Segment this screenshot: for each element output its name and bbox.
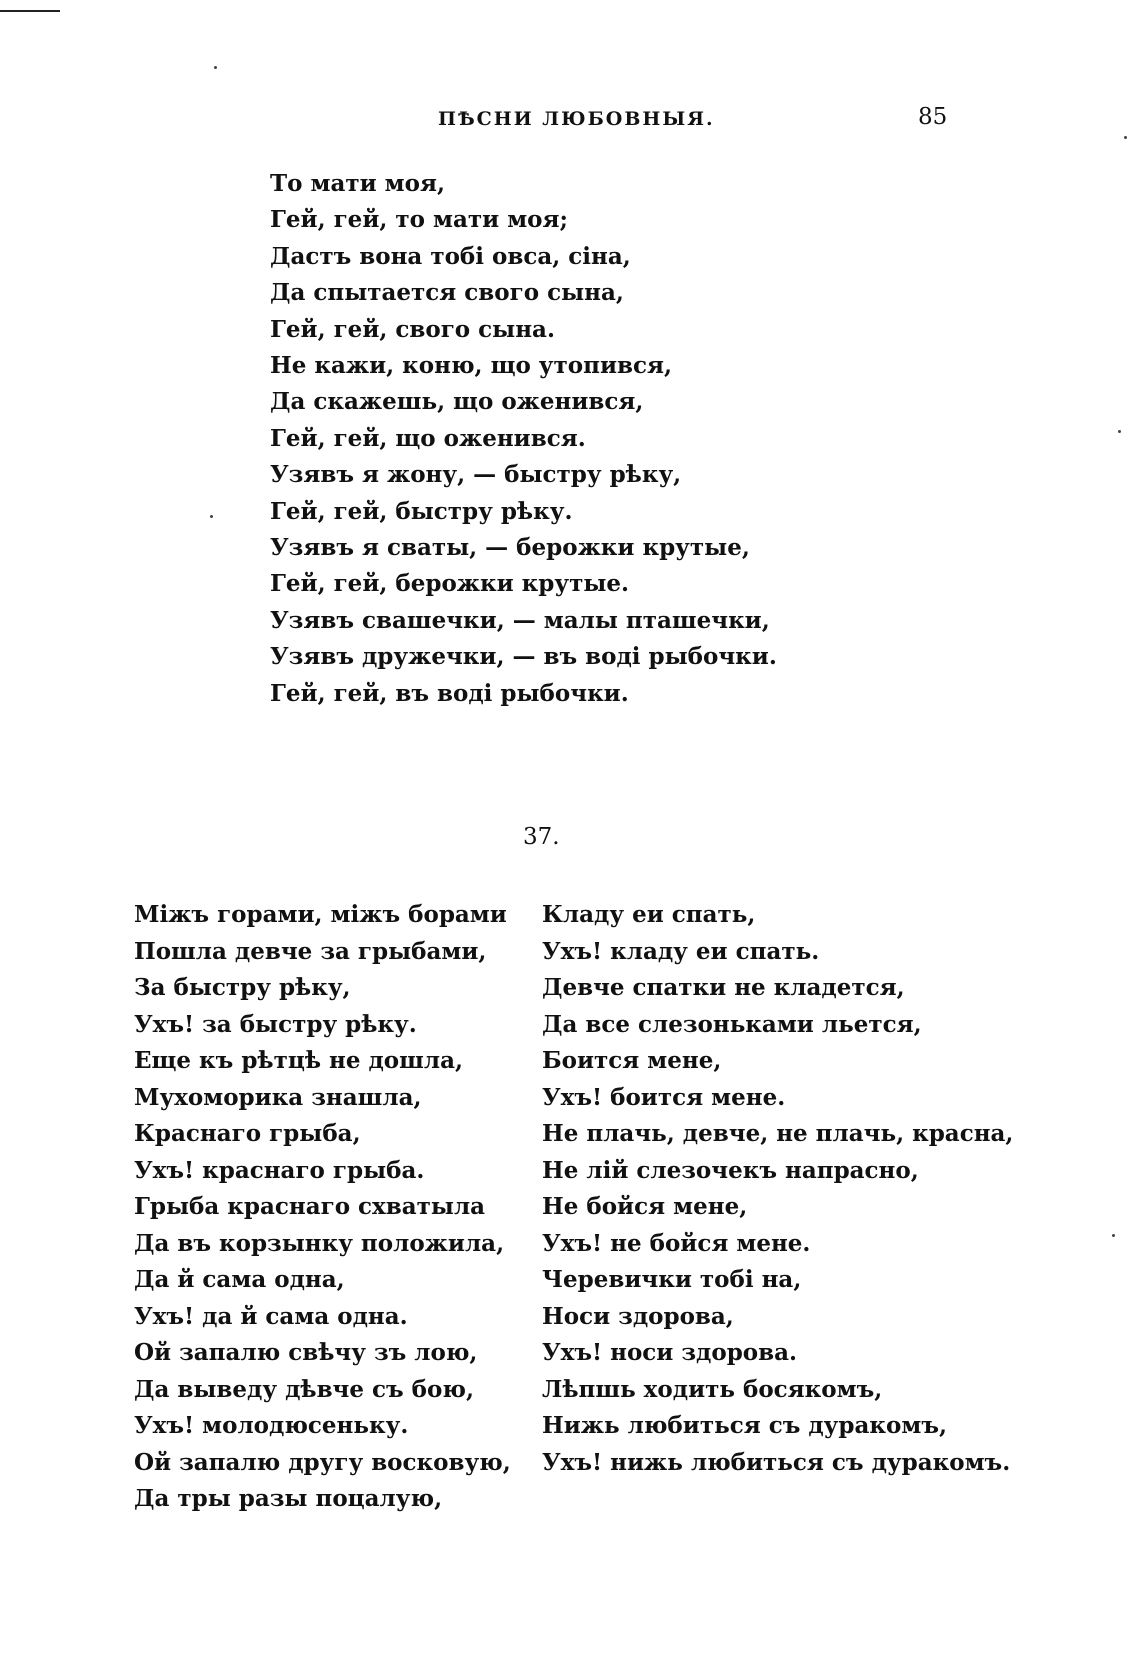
verse-line: Ухъ! боится мене. (542, 1083, 786, 1111)
poem-continuation (270, 166, 777, 712)
verse-line: Лѣпшь ходить босякомъ, (542, 1375, 883, 1403)
verse-line: Узявъ дружечки, — въ воді рыбочки. (270, 643, 777, 671)
verse-line: Ухъ! не бойся мене. (542, 1229, 811, 1257)
verse-line: То мати моя, (270, 170, 445, 197)
verse-line: Да все слезоньками льется, (542, 1010, 922, 1038)
verse-line: Гей, гей, быстру рѣку. (270, 497, 573, 525)
verse-line: За быстру рѣку, (134, 974, 351, 1001)
verse-line: Нижь любиться съ дуракомъ, (542, 1412, 947, 1439)
verse-line: Девче спатки не кладется, (542, 974, 905, 1001)
verse-line: Ой запалю свѣчу зъ лою, (134, 1339, 478, 1366)
verse-line: Не кажи, коню, що утопився, (270, 352, 672, 380)
verse-line: Узявъ я жону, — быстру рѣку, (270, 461, 682, 489)
verse-line: Не плачь, девче, не плачь, красна, (542, 1120, 1014, 1147)
verse-line: Да выведу дѣвче съ бою, (134, 1375, 474, 1403)
verse-line: Да тры разы поцалую, (134, 1485, 443, 1512)
poem-number: 37. (523, 824, 560, 850)
poem-37-right-column (542, 897, 1013, 1481)
paper-speck (1118, 430, 1121, 433)
verse-line: Ухъ! за быстру рѣку. (134, 1010, 417, 1038)
running-head: ПѢСНИ ЛЮБОВНЫЯ. (438, 108, 715, 130)
verse-line: Краснаго грыба, (134, 1120, 361, 1147)
paper-speck (1124, 136, 1127, 139)
verse-line: Гей, гей, берожки крутые. (270, 570, 630, 598)
verse-line: Черевички тобі на, (542, 1266, 802, 1293)
verse-line: Гей, гей, то мати моя; (270, 206, 568, 234)
paper-speck (210, 515, 213, 518)
verse-line: Ухъ! да й сама одна. (134, 1302, 408, 1330)
verse-line: Носи здорова, (542, 1302, 734, 1330)
verse-line: Грыба краснаго схватыла (134, 1193, 486, 1220)
page-edge-rule (0, 10, 60, 12)
verse-line: Узявъ я сваты, — берожки крутые, (270, 534, 750, 562)
verse-line: Боится мене, (542, 1047, 722, 1074)
verse-line: Ухъ! носи здорова. (542, 1339, 798, 1366)
page-number: 85 (918, 104, 948, 130)
verse-line: Ухъ! краснаго грыба. (134, 1156, 425, 1184)
verse-line: Дастъ вона тобі овса, сіна, (270, 242, 631, 270)
verse-line: Да въ корзынку положила, (134, 1229, 505, 1257)
poem-37-left-column (134, 897, 511, 1518)
verse-line: Мухоморика знашла, (134, 1083, 422, 1111)
verse-line: Пошла девче за грыбами, (134, 937, 487, 965)
verse-line: Не бойся мене, (542, 1193, 748, 1220)
verse-line: Да скажешь, що оженився, (270, 388, 644, 416)
verse-line: Не лій слезочекъ напрасно, (542, 1156, 919, 1184)
verse-line: Гей, гей, въ воді рыбочки. (270, 679, 629, 707)
verse-line: Кладу еи спать, (542, 901, 756, 928)
verse-line: Гей, гей, свого сына. (270, 315, 555, 343)
paper-speck (214, 66, 217, 69)
verse-line: Гей, гей, що оженився. (270, 424, 586, 452)
paper-speck (1112, 1234, 1115, 1237)
verse-line: Ухъ! молодюсеньку. (134, 1412, 409, 1439)
verse-line: Ой запалю другу восковую, (134, 1448, 511, 1476)
verse-line: Узявъ свашечки, — малы пташечки, (270, 606, 770, 634)
verse-line: Ухъ! кладу еи спать. (542, 937, 820, 965)
verse-line: Ухъ! нижь любиться съ дуракомъ. (542, 1448, 1011, 1476)
verse-line: Еще къ рѣтцѣ не дошла, (134, 1047, 463, 1074)
verse-line: Да й сама одна, (134, 1266, 345, 1293)
verse-line: Да спытается свого сына, (270, 279, 624, 307)
verse-line: Міжъ горами, міжъ борами (134, 901, 507, 928)
